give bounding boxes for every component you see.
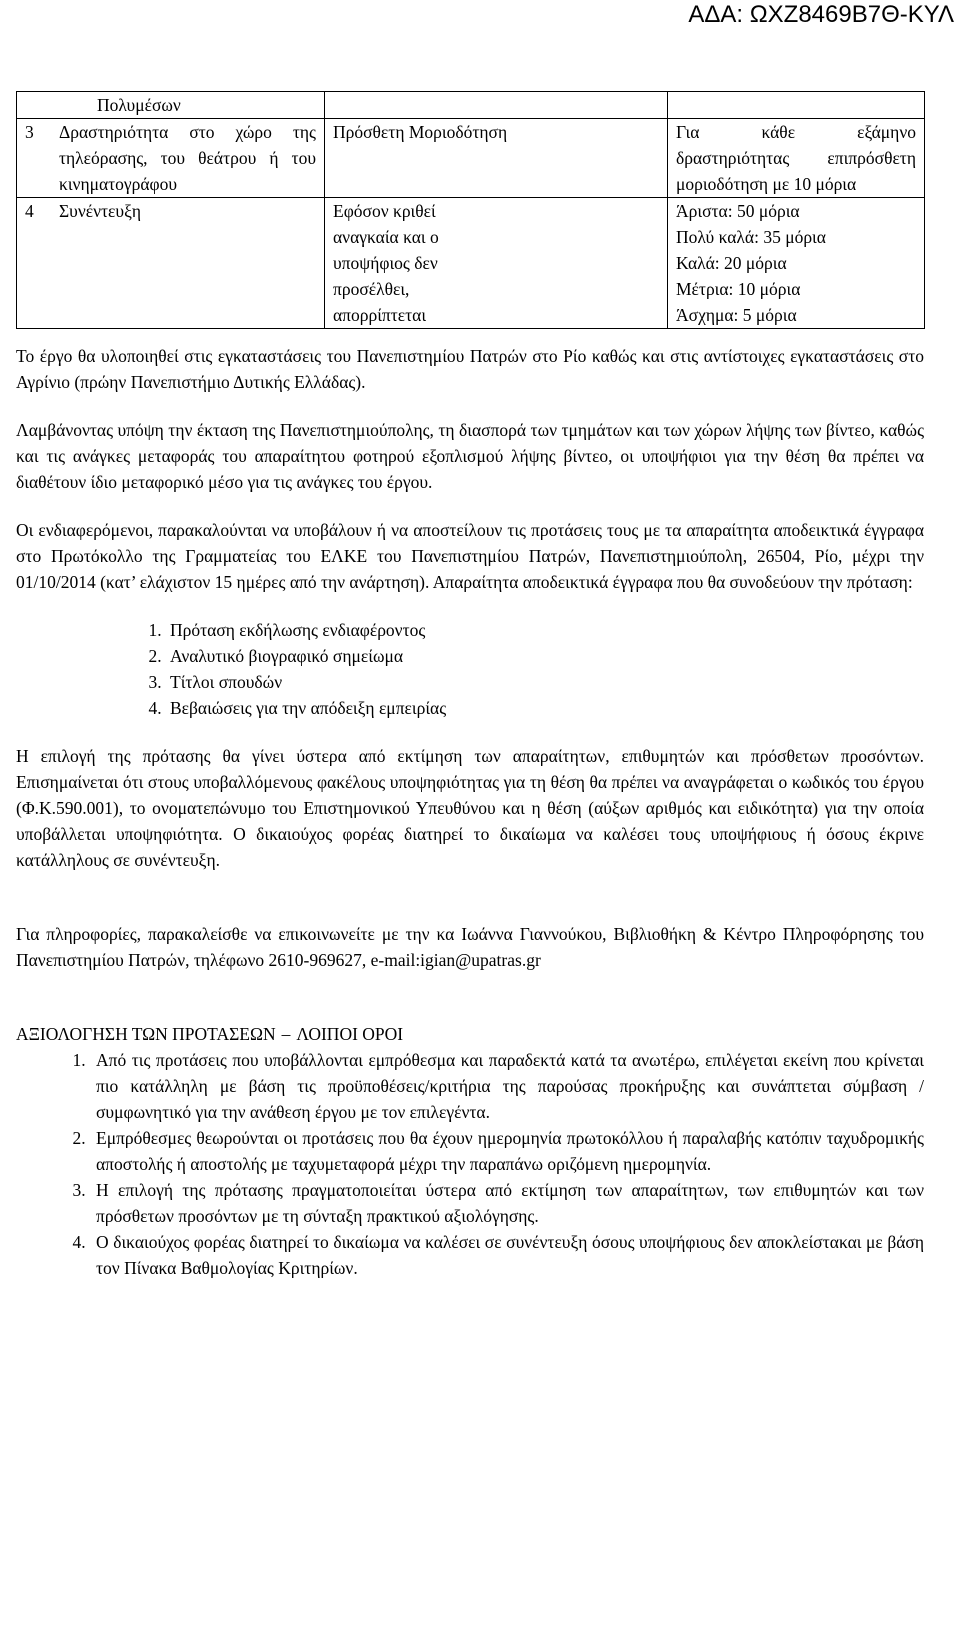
criterion-condition: Πρόσθετη Μοριοδότηση bbox=[333, 122, 508, 142]
list-item: 1. Πρόταση εκδήλωσης ενδιαφέροντος bbox=[166, 617, 924, 643]
criterion-number: 3 bbox=[25, 122, 34, 142]
paragraph-transport: Λαμβάνοντας υπόψη την έκταση της Πανεπιστημιούπολης, τη διασπορά των τμημάτων και των χώρων λήψης των βίντεο, καθώς και τις ανάγκες μεταφοράς του απαραίτητου φοτηρού εξοπλισμού λήψης βίντεο, οι υποψήφιοι για την θέση θα πρέπει να διαθέτουν ίδιο μεταφορικό μέσο για τις ανάγκες του έργου. bbox=[16, 420, 924, 492]
table-row bbox=[17, 119, 925, 198]
score-line: Άριστα: 50 μόρια bbox=[676, 201, 800, 221]
list-item: 3. Τίτλοι σπουδών bbox=[166, 669, 924, 695]
score-line: Μέτρια: 10 μόρια bbox=[676, 279, 801, 299]
table-cell bbox=[325, 92, 668, 119]
list-item: 4. Ο δικαιούχος φορέας διατηρεί το δικαίωμα να καλέσει σε συνέντευξη όσους υποψήφιους δεν αποκλείστακαι με βάση τον Πίνακα Βαθμολογίας Κριτηρίων. bbox=[90, 1229, 924, 1281]
section-title bbox=[16, 1021, 924, 1047]
document-page bbox=[16, 91, 924, 1281]
table-cell bbox=[325, 119, 668, 198]
paragraph-submission: Οι ενδιαφερόμενοι, παρακαλούνται να υποβάλουν ή να αποστείλουν τις προτάσεις τους με τα απαραίτητα αποδεικτικά έγγραφα στο Πρωτόκολλο της Γραμματείας του ΕΛΚΕ του Πανεπιστημίου Πατρών, Πανεπιστημιούπολη, 26504, Ρίο, μέχρι την 01/10/2014 (κατ’ ελάχιστον 15 ημέρες από την ανάρτηση). Απαραίτητα αποδεικτικά έγγραφα που θα συνοδεύουν την πρόταση: bbox=[16, 520, 924, 592]
list-item: 4. Βεβαιώσεις για την απόδειξη εμπειρίας bbox=[166, 695, 924, 721]
section-title-left: ΑΞΙΟΛΟΓΗΣΗ ΤΩΝ ΠΡΟΤΑΣΕΩΝ bbox=[16, 1024, 276, 1044]
criterion-name: Δραστηριότητα στο χώρο της τηλεόρασης, του θεάτρου ή του κινηματογράφου bbox=[59, 122, 316, 194]
table-cell bbox=[668, 119, 925, 198]
section-title-dash: – bbox=[281, 1024, 291, 1044]
list-item: 2. Εμπρόθεσμες θεωρούνται οι προτάσεις που θα έχουν ημερομηνία πρωτοκόλλου ή παραλαβής κατόπιν ταχυδρομικής αποστολής ή αποστολής με ταχυμεταφορά μέχρι την παραπάνω οριζόμενη ημερομηνία. bbox=[90, 1125, 924, 1177]
paragraph-location: Το έργο θα υλοποιηθεί στις εγκαταστάσεις του Πανεπιστημίου Πατρών στο Ρίο καθώς και στις αντίστοιχες εγκαταστάσεις στο Αγρίνιο (πρώην Πανεπιστήμιο Δυτικής Ελλάδας). bbox=[16, 346, 924, 392]
criterion-condition: Εφόσον κριθεί αναγκαία και ο υποψήφιος δεν προσέλθει, απορρίπτεται bbox=[333, 201, 439, 325]
table-row bbox=[17, 92, 925, 119]
criterion-name: Συνέντευξη bbox=[59, 201, 142, 221]
table-cell bbox=[17, 198, 325, 329]
table-cell bbox=[17, 119, 325, 198]
score-line: Πολύ καλά: 35 μόρια bbox=[676, 227, 826, 247]
list-item: 1. Από τις προτάσεις που υποβάλλονται εμπρόθεσμα και παραδεκτά κατά τα ανωτέρω, επιλέγεται εκείνη που κρίνεται πιο κατάλληλη με βάση τις προϋποθέσεις/κριτήρια της παρούσας προκήρυξης και συνάπτεται σύμβαση / συμφωνητικό για την ανάθεση έργου με τον επιλεγέντα. bbox=[90, 1047, 924, 1125]
criterion-continuation: Πολυμέσων bbox=[97, 95, 181, 115]
table-cell bbox=[668, 92, 925, 119]
list-item: 2. Αναλυτικό βιογραφικό σημείωμα bbox=[166, 643, 924, 669]
list-item: 3. Η επιλογή της πρότασης πραγματοποιείται ύστερα από εκτίμηση των απαραίτητων, των επιθυμητών και των πρόσθετων προσόντων με τη σύνταξη πρακτικού αξιολόγησης. bbox=[90, 1177, 924, 1229]
paragraph-contact: Για πληροφορίες, παρακαλείσθε να επικοινωνείτε με την κα Ιωάννα Γιαννούκου, Βιβλιοθήκη & Κέντρο Πληροφόρησης του Πανεπιστημίου Πατρών, τηλέφωνο 2610-969627, e-mail:igian@upatras.gr bbox=[16, 924, 924, 970]
section-title-right: ΛΟΙΠΟΙ ΟΡΟΙ bbox=[296, 1024, 404, 1044]
documents-list bbox=[16, 617, 924, 721]
score-line: Άσχημα: 5 μόρια bbox=[676, 305, 797, 325]
table-cell bbox=[668, 198, 925, 329]
ada-code: ΑΔΑ: ΩΧΖ8469Β7Θ-ΚΥΛ bbox=[688, 1, 954, 28]
table-cell bbox=[325, 198, 668, 329]
criteria-table bbox=[16, 91, 925, 329]
score-line: Καλά: 20 μόρια bbox=[676, 253, 787, 273]
table-cell bbox=[17, 92, 325, 119]
terms-list bbox=[16, 1047, 924, 1281]
table-row bbox=[17, 198, 925, 329]
paragraph-selection: Η επιλογή της πρότασης θα γίνει ύστερα από εκτίμηση των απαραίτητων, επιθυμητών και πρόσθετων προσόντων. Επισημαίνεται ότι στους υποβαλλόμενους φακέλους υποψηφιότητας για τη θέση θα πρέπει να αναγράφεται ο κωδικός του έργου (Φ.Κ.590.001), το ονοματεπώνυμο του Επιστημονικού Υπευθύνου και η θέση (αύξων αριθμός και ειδικότητα) για την οποία υποβάλλεται υποψηφιότητα. Ο δικαιούχος φορέας διατηρεί το δικαίωμα να καλέσει τους υποψήφιους ή όσους έκρινε κατάλληλους σε συνέντευξη. bbox=[16, 746, 924, 870]
criterion-number: 4 bbox=[25, 201, 34, 221]
criterion-scoring: Για κάθε εξάμηνο δραστηριότητας επιπρόσθετη μοριοδότηση με 10 μόρια bbox=[676, 122, 916, 194]
